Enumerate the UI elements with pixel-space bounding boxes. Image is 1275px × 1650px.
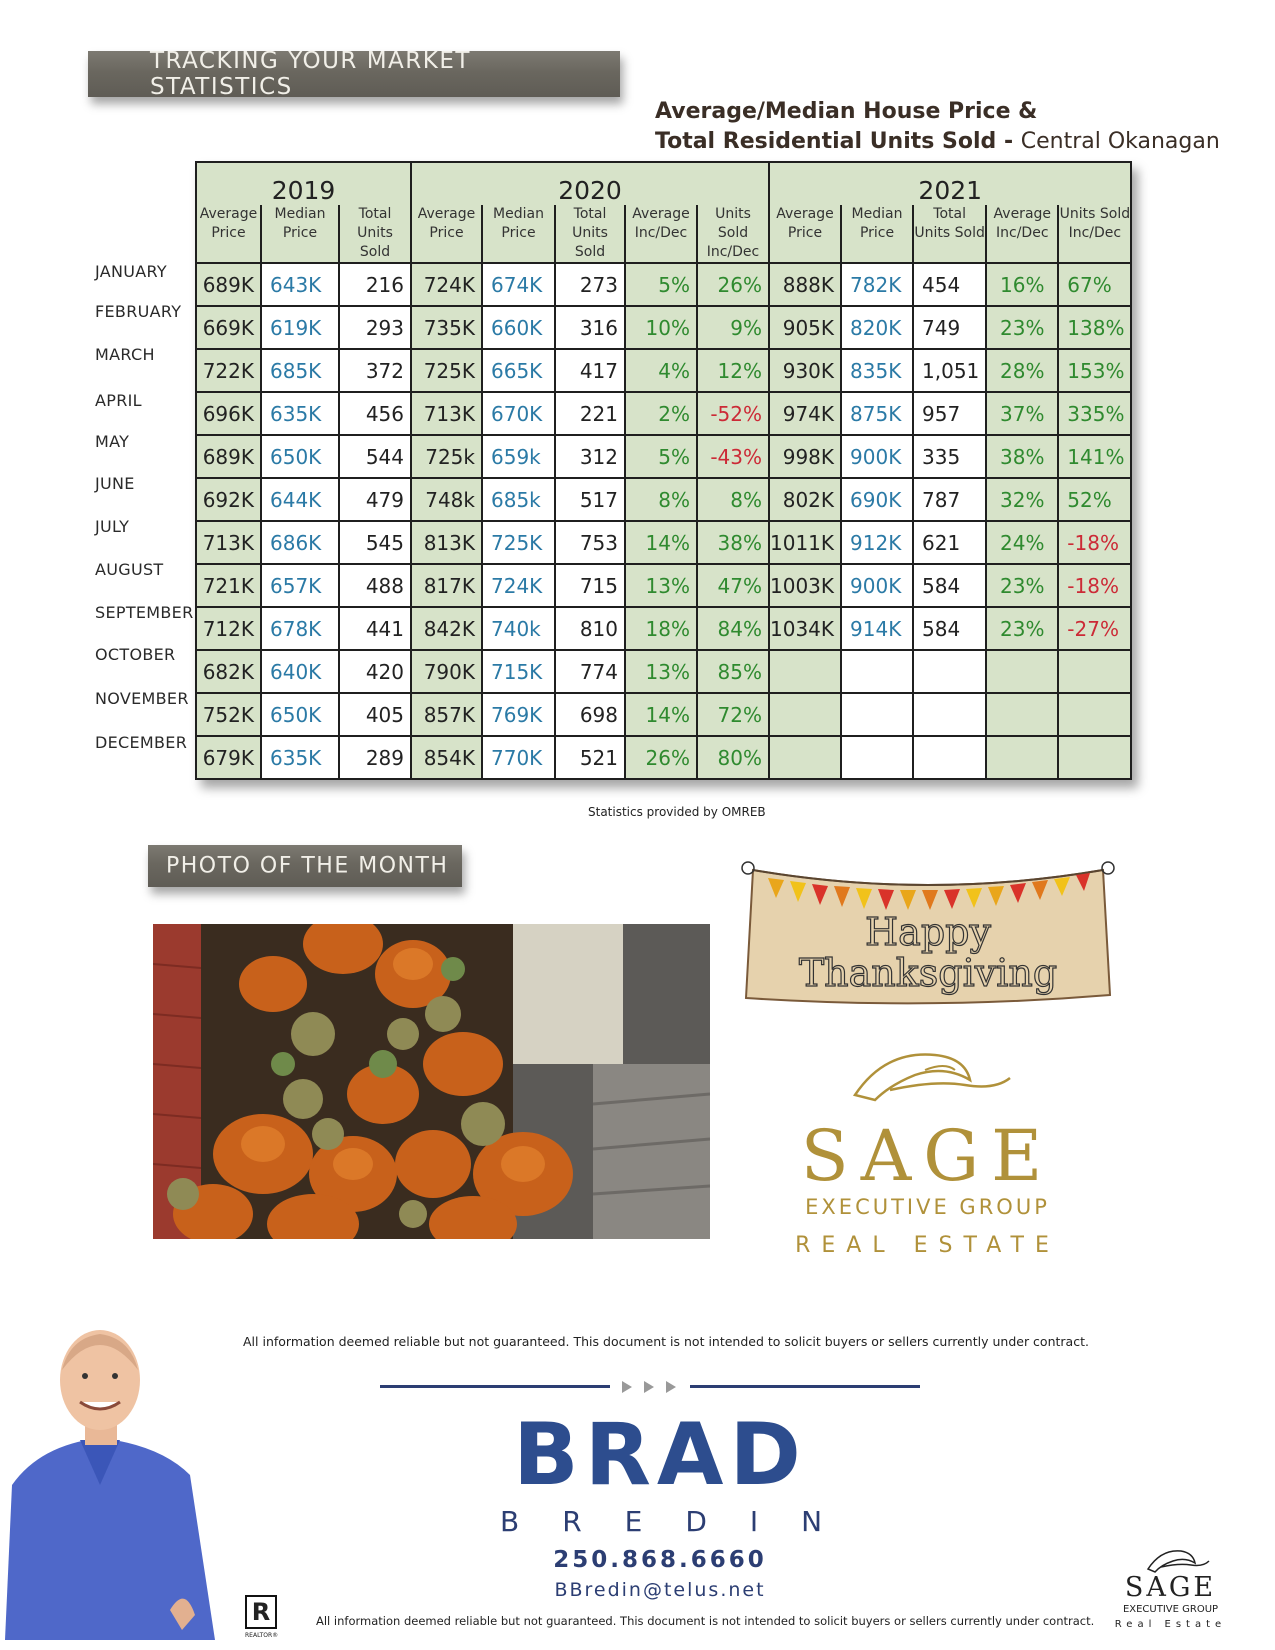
table-cell: 854K bbox=[411, 736, 482, 779]
table-cell: 857K bbox=[411, 693, 482, 736]
chart-title bbox=[655, 97, 1220, 157]
col-header: Median Price bbox=[482, 205, 555, 263]
table-cell bbox=[1058, 650, 1131, 693]
table-cell: 316 bbox=[555, 306, 625, 349]
table-cell: 141% bbox=[1058, 435, 1131, 478]
table-cell: 678K bbox=[261, 607, 339, 650]
brand-rule-right bbox=[690, 1385, 920, 1388]
table-cell: 417 bbox=[555, 349, 625, 392]
col-header: Total Units Sold bbox=[339, 205, 411, 263]
table-cell: 900K bbox=[841, 435, 913, 478]
table-cell: 650K bbox=[261, 693, 339, 736]
sage-small-exec: EXECUTIVE GROUP bbox=[1122, 1604, 1219, 1615]
table-cell: 875K bbox=[841, 392, 913, 435]
table-cell: 23% bbox=[986, 306, 1058, 349]
table-cell: 335% bbox=[1058, 392, 1131, 435]
table-cell: 273 bbox=[555, 263, 625, 306]
table-cell: 84% bbox=[697, 607, 769, 650]
table-cell bbox=[769, 736, 841, 779]
month-label: MAY bbox=[95, 432, 130, 451]
month-label: NOVEMBER bbox=[95, 689, 189, 708]
table-cell: 660K bbox=[482, 306, 555, 349]
table-cell: -43% bbox=[697, 435, 769, 478]
photo-of-month-banner bbox=[148, 845, 462, 887]
table-cell: 725k bbox=[411, 435, 482, 478]
table-cell: 842K bbox=[411, 607, 482, 650]
table-cell: 80% bbox=[697, 736, 769, 779]
table-cell: 740k bbox=[482, 607, 555, 650]
table-cell: 85% bbox=[697, 650, 769, 693]
table-row bbox=[196, 349, 1131, 392]
table-cell: 621 bbox=[913, 521, 986, 564]
col-header: Units Sold Inc/Dec bbox=[1058, 205, 1131, 263]
table-cell: 293 bbox=[339, 306, 411, 349]
table-row bbox=[196, 478, 1131, 521]
table-cell: 405 bbox=[339, 693, 411, 736]
table-cell: 685K bbox=[261, 349, 339, 392]
table-cell: 13% bbox=[625, 650, 697, 693]
table-cell: 670K bbox=[482, 392, 555, 435]
table-cell: 372 bbox=[339, 349, 411, 392]
table-cell: 488 bbox=[339, 564, 411, 607]
table-row bbox=[196, 263, 1131, 306]
sage-small-realestate: Real Estate bbox=[1114, 1619, 1227, 1630]
table-cell: 665K bbox=[482, 349, 555, 392]
table-cell: 9% bbox=[697, 306, 769, 349]
table-cell: 657K bbox=[261, 564, 339, 607]
table-cell: 420 bbox=[339, 650, 411, 693]
pumpkin-photo bbox=[153, 924, 710, 1239]
table-cell: 153% bbox=[1058, 349, 1131, 392]
table-cell: 722K bbox=[196, 349, 261, 392]
table-cell bbox=[986, 736, 1058, 779]
table-row bbox=[196, 521, 1131, 564]
table-cell bbox=[769, 650, 841, 693]
table-cell: 47% bbox=[697, 564, 769, 607]
month-label: FEBRUARY bbox=[95, 302, 182, 321]
table-cell: 674K bbox=[482, 263, 555, 306]
table-cell: 517 bbox=[555, 478, 625, 521]
table-cell bbox=[913, 650, 986, 693]
table-cell: 817K bbox=[411, 564, 482, 607]
col-header: Total Units Sold bbox=[555, 205, 625, 263]
disclaimer-bottom: All information deemed reliable but not guaranteed. This document is not intended to solicit buyers or sellers currently under contract. bbox=[316, 1614, 1095, 1628]
brand-rule-left bbox=[380, 1385, 610, 1388]
table-cell: 441 bbox=[339, 607, 411, 650]
table-cell: 735K bbox=[411, 306, 482, 349]
col-header: Average Inc/Dec bbox=[625, 205, 697, 263]
realtor-label: REALTOR® bbox=[245, 1632, 279, 1639]
table-cell: 1003K bbox=[769, 564, 841, 607]
year-header-2019: 2019 bbox=[196, 162, 411, 205]
table-cell: 216 bbox=[339, 263, 411, 306]
col-header: Average Price bbox=[411, 205, 482, 263]
happy-thanksgiving-banner bbox=[738, 860, 1118, 1024]
table-cell: 289 bbox=[339, 736, 411, 779]
table-cell: 454 bbox=[913, 263, 986, 306]
table-cell: 679K bbox=[196, 736, 261, 779]
table-cell: 1,051 bbox=[913, 349, 986, 392]
table-cell: 930K bbox=[769, 349, 841, 392]
table-cell: -27% bbox=[1058, 607, 1131, 650]
col-header: Average Inc/Dec bbox=[986, 205, 1058, 263]
realtor-r-icon: R bbox=[245, 1595, 277, 1629]
month-label: JULY bbox=[95, 517, 130, 536]
table-cell: 8% bbox=[697, 478, 769, 521]
table-cell: 659k bbox=[482, 435, 555, 478]
table-cell: 749 bbox=[913, 306, 986, 349]
table-cell: 456 bbox=[339, 392, 411, 435]
table-cell: 1011K bbox=[769, 521, 841, 564]
table-cell: -18% bbox=[1058, 564, 1131, 607]
col-header: Median Price bbox=[261, 205, 339, 263]
table-cell bbox=[769, 693, 841, 736]
table-cell: 888K bbox=[769, 263, 841, 306]
table-cell: 643K bbox=[261, 263, 339, 306]
month-label: JANUARY bbox=[95, 262, 167, 281]
table-cell: 8% bbox=[625, 478, 697, 521]
table-cell: 2% bbox=[625, 392, 697, 435]
sage-small-name: SAGE bbox=[1124, 1572, 1217, 1603]
table-cell: 713K bbox=[196, 521, 261, 564]
sage-logo-small bbox=[1113, 1545, 1228, 1640]
table-cell: 748k bbox=[411, 478, 482, 521]
chart-title-line1: Average/Median House Price & bbox=[655, 99, 1038, 124]
month-label: JUNE bbox=[95, 474, 135, 493]
table-cell: 28% bbox=[986, 349, 1058, 392]
table-cell: 725K bbox=[482, 521, 555, 564]
sage-logo bbox=[795, 1040, 1060, 1258]
table-row bbox=[196, 607, 1131, 650]
agent-brand bbox=[380, 1375, 940, 1615]
table-cell: 724K bbox=[482, 564, 555, 607]
agent-email: BBredin@telus.net bbox=[554, 1579, 766, 1601]
table-cell bbox=[841, 650, 913, 693]
table-cell: 802K bbox=[769, 478, 841, 521]
table-cell: 725K bbox=[411, 349, 482, 392]
month-label: DECEMBER bbox=[95, 733, 188, 752]
table-cell: 685k bbox=[482, 478, 555, 521]
table-cell: 912K bbox=[841, 521, 913, 564]
table-cell: 335 bbox=[913, 435, 986, 478]
month-label: SEPTEMBER bbox=[95, 603, 194, 622]
table-cell: 23% bbox=[986, 564, 1058, 607]
table-cell: 914K bbox=[841, 607, 913, 650]
table-cell: 782K bbox=[841, 263, 913, 306]
table-cell: 787 bbox=[913, 478, 986, 521]
agent-first-name: BRAD bbox=[513, 1405, 807, 1505]
table-cell: 998K bbox=[769, 435, 841, 478]
month-label: AUGUST bbox=[95, 560, 164, 579]
brand-arrows-icon bbox=[622, 1379, 686, 1395]
thanksgiving-line1: Happy bbox=[865, 910, 991, 954]
table-cell: 37% bbox=[986, 392, 1058, 435]
market-statistics-banner bbox=[88, 48, 620, 100]
table-cell: 905K bbox=[769, 306, 841, 349]
table-cell: 38% bbox=[697, 521, 769, 564]
table-cell: 545 bbox=[339, 521, 411, 564]
table-cell: 810 bbox=[555, 607, 625, 650]
table-cell: 698 bbox=[555, 693, 625, 736]
table-cell: 138% bbox=[1058, 306, 1131, 349]
table-cell: 712K bbox=[196, 607, 261, 650]
col-header: Average Price bbox=[196, 205, 261, 263]
market-statistics-table bbox=[195, 161, 1132, 780]
table-cell: 544 bbox=[339, 435, 411, 478]
table-cell bbox=[913, 736, 986, 779]
month-label: APRIL bbox=[95, 391, 142, 410]
table-cell: 724K bbox=[411, 263, 482, 306]
col-header: Units Sold Inc/Dec bbox=[697, 205, 769, 263]
table-row bbox=[196, 435, 1131, 478]
table-cell: 24% bbox=[986, 521, 1058, 564]
table-cell: -18% bbox=[1058, 521, 1131, 564]
table-cell: 584 bbox=[913, 564, 986, 607]
table-cell: 479 bbox=[339, 478, 411, 521]
table-cell: 635K bbox=[261, 392, 339, 435]
sage-leaf-icon bbox=[795, 1040, 1060, 1120]
table-cell: 619K bbox=[261, 306, 339, 349]
table-row bbox=[196, 650, 1131, 693]
table-cell: 900K bbox=[841, 564, 913, 607]
chart-title-region: Central Okanagan bbox=[1020, 129, 1220, 154]
photo-of-month-banner-text: PHOTO OF THE MONTH bbox=[166, 853, 449, 879]
table-cell: 26% bbox=[625, 736, 697, 779]
table-row bbox=[196, 693, 1131, 736]
market-statistics-banner-text: TRACKING YOUR MARKET STATISTICS bbox=[150, 48, 471, 100]
table-cell: 5% bbox=[625, 435, 697, 478]
month-label: OCTOBER bbox=[95, 645, 176, 664]
col-header: Total Units Sold bbox=[913, 205, 986, 263]
table-cell: 52% bbox=[1058, 478, 1131, 521]
table-cell bbox=[986, 693, 1058, 736]
table-cell: 521 bbox=[555, 736, 625, 779]
col-header: Average Price bbox=[769, 205, 841, 263]
table-cell: 813K bbox=[411, 521, 482, 564]
thanksgiving-line2: Thanksgiving bbox=[798, 951, 1058, 995]
sage-logo-realestate: REAL ESTATE bbox=[795, 1233, 1060, 1258]
table-cell: 5% bbox=[625, 263, 697, 306]
agent-photo bbox=[0, 1310, 225, 1640]
table-cell: 312 bbox=[555, 435, 625, 478]
table-cell bbox=[1058, 693, 1131, 736]
agent-last-name: BREDIN bbox=[500, 1505, 866, 1538]
table-cell: 721K bbox=[196, 564, 261, 607]
agent-phone: 250.868.6660 bbox=[553, 1547, 767, 1573]
table-cell: 584 bbox=[913, 607, 986, 650]
chart-title-separator: - bbox=[996, 129, 1021, 154]
table-cell: 696K bbox=[196, 392, 261, 435]
table-cell: 13% bbox=[625, 564, 697, 607]
table-cell: 635K bbox=[261, 736, 339, 779]
table-cell: 669K bbox=[196, 306, 261, 349]
table-cell: 752K bbox=[196, 693, 261, 736]
sage-leaf-small-icon bbox=[1113, 1545, 1228, 1575]
table-cell: 715 bbox=[555, 564, 625, 607]
table-cell: 974K bbox=[769, 392, 841, 435]
month-label: MARCH bbox=[95, 345, 155, 364]
table-row bbox=[196, 306, 1131, 349]
table-cell: 790K bbox=[411, 650, 482, 693]
table-cell: 715K bbox=[482, 650, 555, 693]
table-cell: 957 bbox=[913, 392, 986, 435]
table-row bbox=[196, 736, 1131, 779]
table-cell: 67% bbox=[1058, 263, 1131, 306]
table-cell bbox=[1058, 736, 1131, 779]
table-cell: 769K bbox=[482, 693, 555, 736]
table-cell: 12% bbox=[697, 349, 769, 392]
table-cell bbox=[986, 650, 1058, 693]
stats-source: Statistics provided by OMREB bbox=[588, 805, 766, 819]
table-cell: 689K bbox=[196, 263, 261, 306]
table-cell: 650K bbox=[261, 435, 339, 478]
table-cell: 1034K bbox=[769, 607, 841, 650]
table-cell: 689K bbox=[196, 435, 261, 478]
table-cell: 38% bbox=[986, 435, 1058, 478]
table-cell: 713K bbox=[411, 392, 482, 435]
year-header-2021: 2021 bbox=[769, 162, 1131, 205]
table-cell: 644K bbox=[261, 478, 339, 521]
table-cell: 774 bbox=[555, 650, 625, 693]
table-row bbox=[196, 564, 1131, 607]
col-header: Median Price bbox=[841, 205, 913, 263]
table-cell: 686K bbox=[261, 521, 339, 564]
sage-logo-exec: EXECUTIVE GROUP bbox=[805, 1195, 1050, 1219]
disclaimer-top: All information deemed reliable but not guaranteed. This document is not intended to solicit buyers or sellers currently under contract. bbox=[243, 1334, 1089, 1349]
table-cell: 32% bbox=[986, 478, 1058, 521]
table-cell: 14% bbox=[625, 693, 697, 736]
realtor-logo bbox=[245, 1595, 277, 1639]
chart-title-line2: Total Residential Units Sold bbox=[655, 129, 997, 154]
table-cell bbox=[913, 693, 986, 736]
table-cell bbox=[841, 693, 913, 736]
table-cell: -52% bbox=[697, 392, 769, 435]
table-cell: 682K bbox=[196, 650, 261, 693]
table-cell: 690K bbox=[841, 478, 913, 521]
table-cell: 640K bbox=[261, 650, 339, 693]
table-cell: 16% bbox=[986, 263, 1058, 306]
table-cell: 820K bbox=[841, 306, 913, 349]
table-cell: 692K bbox=[196, 478, 261, 521]
table-cell: 14% bbox=[625, 521, 697, 564]
table-cell: 770K bbox=[482, 736, 555, 779]
table-cell: 72% bbox=[697, 693, 769, 736]
table-cell: 753 bbox=[555, 521, 625, 564]
table-cell bbox=[841, 736, 913, 779]
table-cell: 23% bbox=[986, 607, 1058, 650]
table-row bbox=[196, 392, 1131, 435]
table-cell: 10% bbox=[625, 306, 697, 349]
table-cell: 26% bbox=[697, 263, 769, 306]
table-cell: 18% bbox=[625, 607, 697, 650]
sage-logo-name: SAGE bbox=[800, 1115, 1055, 1197]
table-cell: 835K bbox=[841, 349, 913, 392]
table-cell: 221 bbox=[555, 392, 625, 435]
year-header-2020: 2020 bbox=[411, 162, 769, 205]
table-cell: 4% bbox=[625, 349, 697, 392]
